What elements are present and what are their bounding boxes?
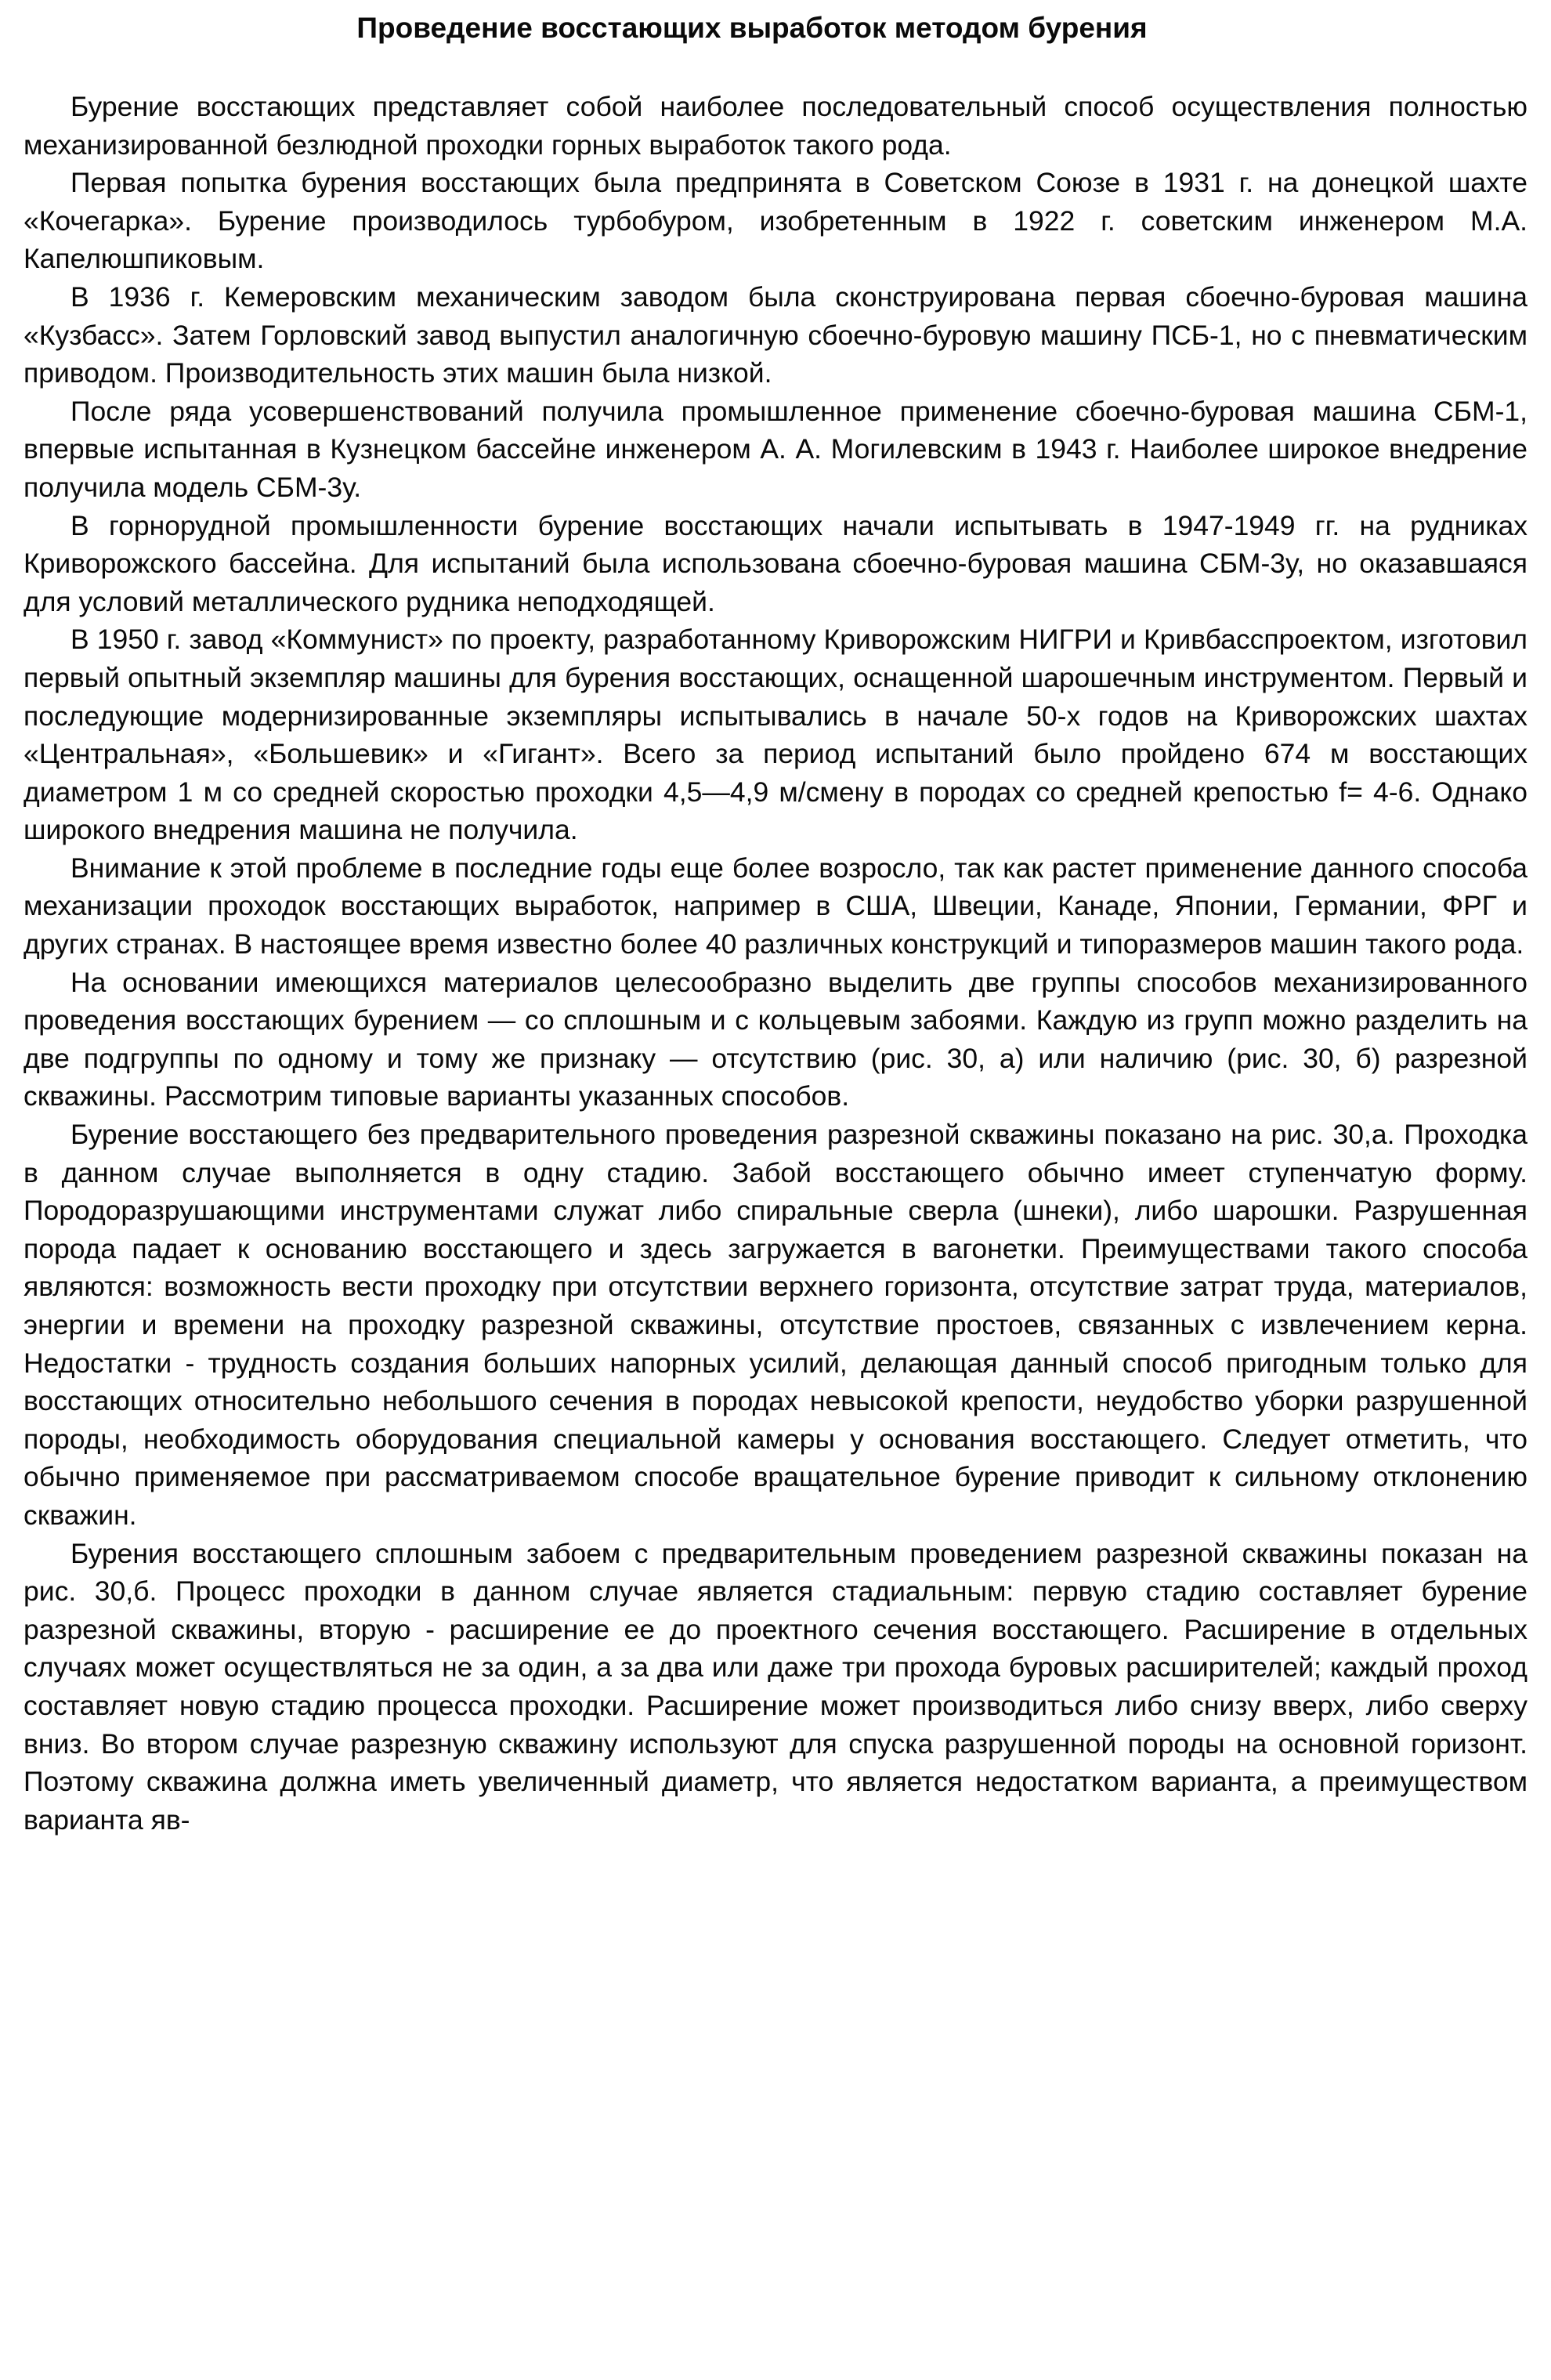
paragraph: Бурение восстающего без предварительного проведения разрезной скважины показано на рис. 30,а. Проходка в данном случае выполняется в одну стадию. Забой восстающего обычно имеет ступенчатую форму. Породоразрушающими инструментами служат либо спиральные сверла (шнеки), либо шарошки. Разрушенная порода падает к основанию восстающего и здесь загружается в вагонетки. Преимуществами такого способа являются: возможность вести проходку при отсутствии верхнего горизонта, отсутствие затрат труда, материалов, энергии и времени на проходку разрезной скважины, отсутствие простоев, связанных с извлечением керна. Недостатки - трудность создания больших напорных усилий, делающая данный способ пригодным только для восстающих относительно небольшого сечения в породах невысокой крепости, неудобство уборки разрушенной породы, необходимость оборудования специальной камеры у основания восстающего. Следует отметить, что обычно применяемое при рассматриваемом способе вращательное бурение приводит к сильному отклонению скважин.	[24, 1119, 1528, 1531]
paragraph: Бурение восстающих представляет собой наиболее последовательный способ осуществления полностью механизированной безлюдной проходки горных выработок такого рода.	[24, 91, 1528, 161]
paragraph: Внимание к этой проблеме в последние годы еще более возросло, так как растет применение данного способа механизации проходок восстающих выработок, например в США, Швеции, Канаде, Японии, Германии, ФРГ и других странах. В настоящее время известно более 40 различных конструкций и типоразмеров машин такого рода.	[24, 852, 1528, 960]
paragraph: Бурения восстающего сплошным забоем с предварительным проведением разрезной скважины показан на рис. 30,б. Процесс проходки в данном случае является стадиальным: первую стадию составляет бурение разрезной скважины, вторую - расширение ее до проектного сечения восстающего. Расширение в отдельных случаях может осуществляться не за один, а за два или даже три прохода буровых расширителей; каждый проход составляет новую стадию процесса проходки. Расширение может производиться либо снизу вверх, либо сверху вниз. Во втором случае разрезную скважину используют для спуска разрушенной породы на основной горизонт. Поэтому скважина должна иметь увеличенный диаметр, что является недостатком варианта, а преимуществом варианта яв-	[24, 1537, 1528, 1836]
page-title: Проведение восстающих выработок методом бурения	[356, 12, 1148, 44]
paragraph: В 1950 г. завод «Коммунист» по проекту, разработанному Криворожским НИГРИ и Кривбасспроектом, изготовил первый опытный экземпляр машины для бурения восстающих, оснащенной шарошечным инструментом. Первый и последующие модернизированные экземпляры испытывались в начале 50-х годов на Криворожских шахтах «Центральная», «Большевик» и «Гигант». Всего за период испытаний было пройдено 674 м восстающих диаметром 1 м со средней скоростью проходки 4,5—4,9 м/смену в породах со средней крепостью f= 4-6. Однако широкого внедрения машина не получила.	[24, 624, 1528, 846]
paragraph: Первая попытка бурения восстающих была предпринята в Советском Союзе в 1931 г. на донецкой шахте «Кочегарка». Бурение производилось турбобуром, изобретенным в 1922 г. советским инженером М.А. Капелюшпиковым.	[24, 167, 1528, 275]
paragraph: На основании имеющихся материалов целесообразно выделить две группы способов механизированного проведения восстающих бурением — со сплошным и с кольцевым забоями. Каждую из групп можно разделить на две подгруппы по одному и тому же признаку — отсутствию (рис. 30, а) или наличию (рис. 30, б) разрезной скважины. Рассмотрим типовые варианты указанных способов.	[24, 966, 1528, 1112]
paragraph: В горнорудной промышленности бурение восстающих начали испытывать в 1947-1949 гг. на рудниках Криворожского бассейна. Для испытаний была использована сбоечно-буровая машина СБМ-3у, но оказавшаяся для условий металлического рудника неподходящей.	[24, 509, 1528, 617]
paragraph: В 1936 г. Кемеровским механическим заводом была сконструирована первая сбоечно-буровая машина «Кузбасс». Затем Горловский завод выпустил аналогичную сбоечно-буровую машину ПСБ-1, но с пневматическим приводом. Производительность этих машин была низкой.	[24, 280, 1528, 389]
paragraph: После ряда усовершенствований получила промышленное применение сбоечно-буровая машина СБМ-1, впервые испытанная в Кузнецком бассейне инженером А. А. Могилевским в 1943 г. Наиболее широкое внедрение получила модель СБМ-3у.	[24, 395, 1528, 503]
body-text	[24, 88, 1528, 1839]
